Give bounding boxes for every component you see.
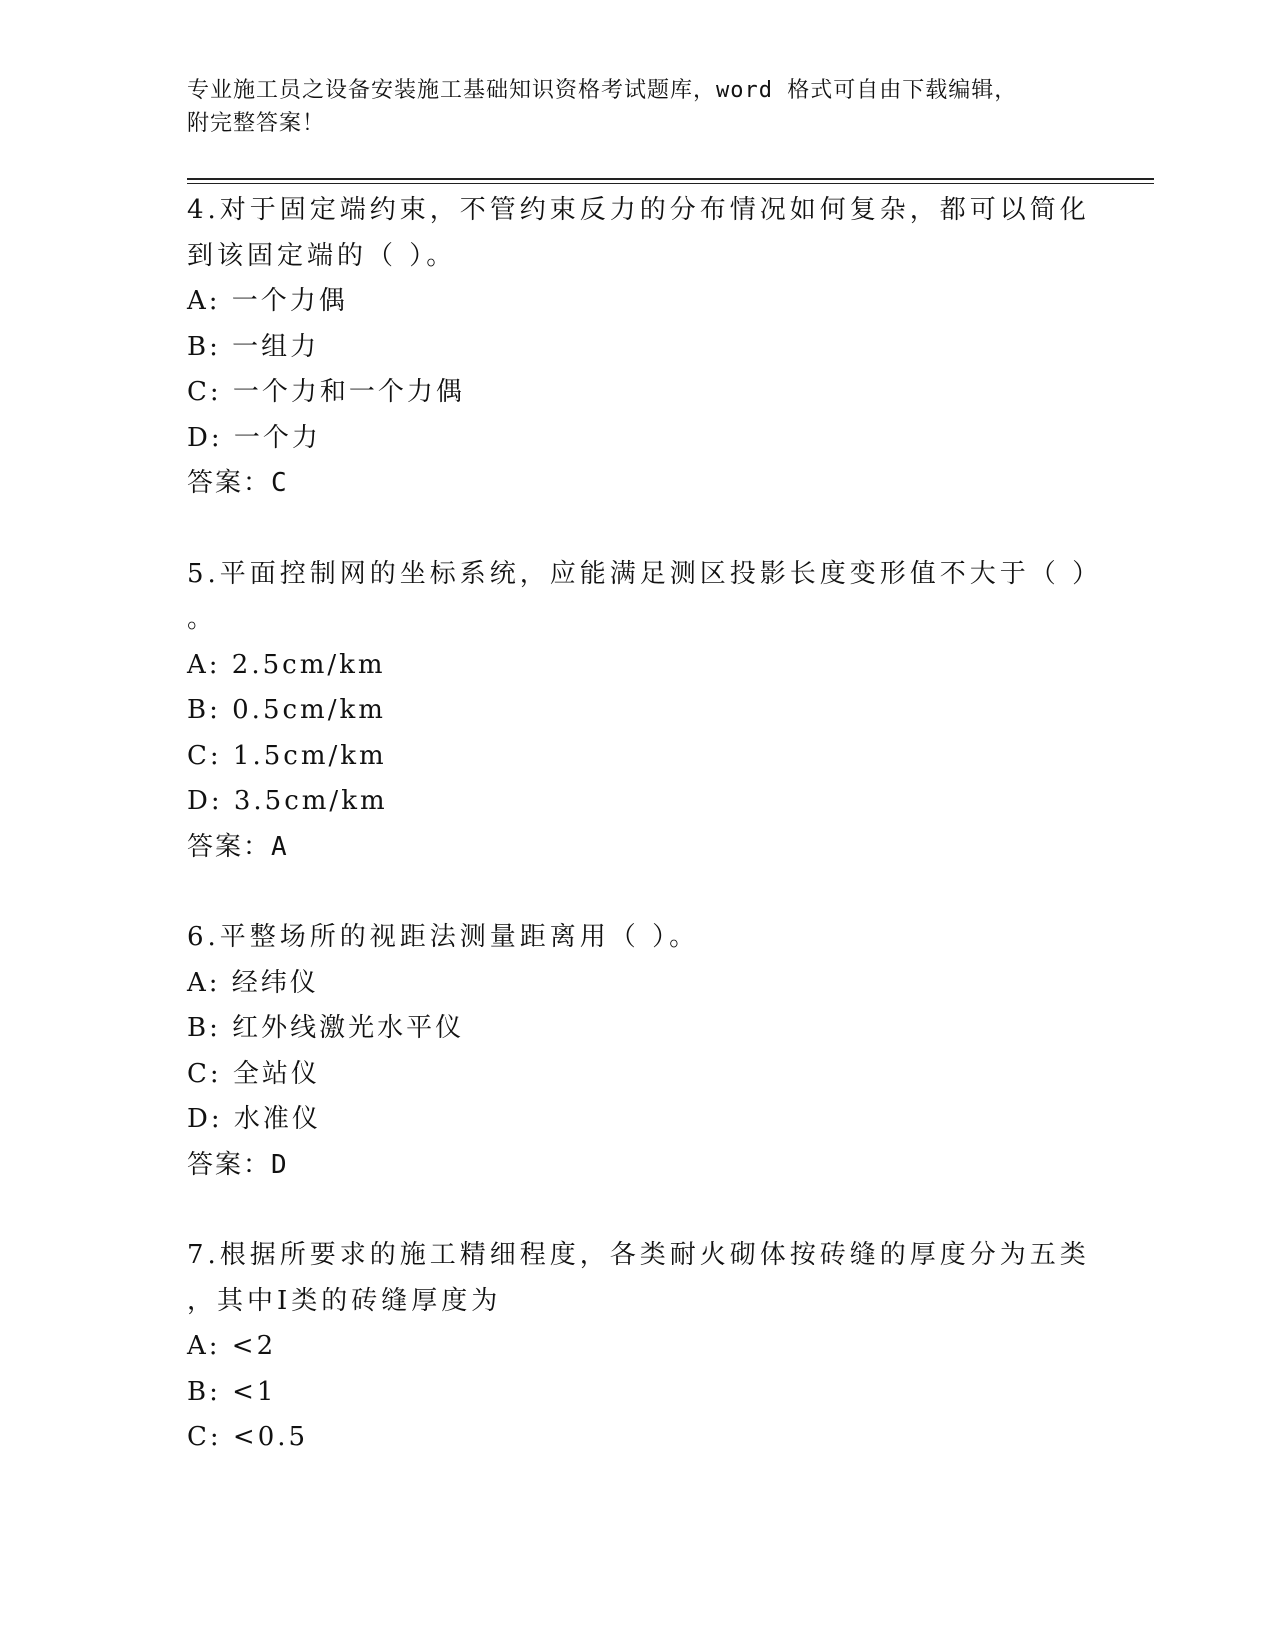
option-b: B: <1 bbox=[187, 1376, 277, 1407]
question-text: 7.根据所要求的施工精细程度，各类耐火砌体按砖缝的厚度分为五类 bbox=[187, 1240, 1090, 1270]
answer-line: 答案：D bbox=[187, 1149, 289, 1180]
header-divider bbox=[187, 178, 1154, 184]
question-text: 到该固定端的（ ）。 bbox=[187, 240, 457, 271]
question-5 bbox=[187, 552, 1147, 871]
question-text: 。 bbox=[187, 604, 218, 634]
option-c: C: 1.5cm/km bbox=[187, 740, 387, 771]
option-a: A: 2.5cm/km bbox=[187, 649, 386, 680]
option-c: C: 一个力和一个力偶 bbox=[187, 377, 465, 407]
option-d: D: 3.5cm/km bbox=[187, 786, 388, 816]
header-line: 专业施工员之设备安装施工基础知识资格考试题库，word 格式可自由下载编辑， bbox=[187, 78, 1018, 103]
option-b: B: 0.5cm/km bbox=[187, 695, 386, 725]
question-text: 5.平面控制网的坐标系统，应能满足测区投影长度变形值不大于（ ） bbox=[187, 558, 1103, 589]
option-a: A: 一个力偶 bbox=[187, 286, 348, 316]
question-text: 4.对于固定端约束，不管约束反力的分布情况如何复杂，都可以简化 bbox=[187, 195, 1090, 225]
document-header bbox=[187, 74, 1067, 140]
question-list bbox=[187, 188, 1147, 1506]
divider-line bbox=[187, 183, 1154, 184]
question-text: ，其中Ⅰ类的砖缝厚度为 bbox=[187, 1285, 502, 1316]
option-c: C: 全站仪 bbox=[187, 1058, 320, 1089]
divider-line bbox=[187, 178, 1154, 180]
option-b: B: 一组力 bbox=[187, 331, 320, 362]
question-6 bbox=[187, 915, 1147, 1188]
answer-line: 答案：C bbox=[187, 468, 289, 498]
option-a: A: 经纬仪 bbox=[187, 967, 319, 998]
option-d: D: 水准仪 bbox=[187, 1104, 321, 1134]
option-a: A: <2 bbox=[187, 1331, 277, 1361]
question-4 bbox=[187, 188, 1147, 507]
option-d: D: 一个力 bbox=[187, 422, 321, 453]
header-line: 附完整答案！ bbox=[187, 111, 326, 136]
option-b: B: 红外线激光水平仪 bbox=[187, 1013, 465, 1043]
answer-line: 答案：A bbox=[187, 831, 289, 862]
option-c: C: <0.5 bbox=[187, 1422, 309, 1452]
question-text: 6.平整场所的视距法测量距离用（ ）。 bbox=[187, 922, 700, 952]
question-7 bbox=[187, 1233, 1147, 1461]
